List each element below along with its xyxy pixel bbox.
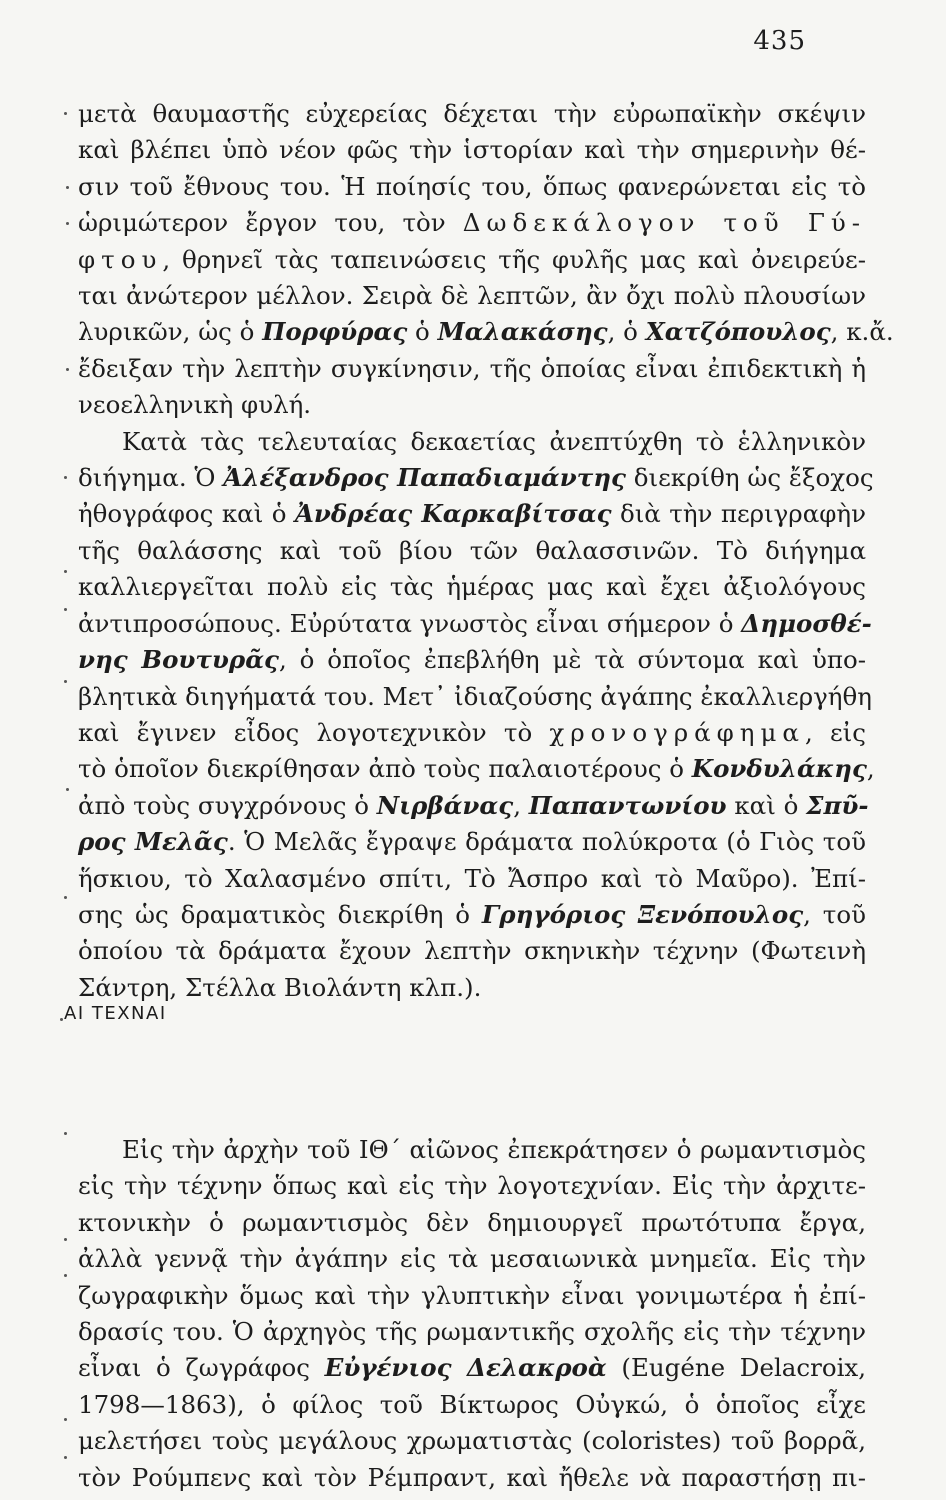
margin-dot [64, 608, 67, 611]
text-line: ζωγραφικὴν ὅμως καὶ τὴν γλυπτικὴν εἶναι γονιμωτέρα ἡ ἐπί- [78, 1280, 866, 1310]
page-number: 435 [753, 26, 806, 56]
text-line: δρασίς του. Ὁ ἀρχηγὸς τῆς ρωμαντικῆς σχολῆς εἰς τὴν τέχνην [78, 1317, 866, 1347]
margin-dot [64, 1418, 67, 1421]
text-line: ρος Μελᾶς. Ὁ Μελᾶς ἔγραψε δράματα πολύκροτα (ὁ Γιὸς τοῦ [78, 827, 866, 857]
text-line: τῆς θαλάσσης καὶ τοῦ βίου τῶν θαλασσινῶν. Τὸ διήγημα [78, 535, 866, 565]
author-name: Μαλακάσης [437, 317, 608, 347]
text-line: ἀπὸ τοὺς συγχρόνους ὁ Νιρβάνας, Παπαντωνίου καὶ ὁ Σπῦ- [78, 790, 869, 820]
text-line: Σάντρη, Στέλλα Βιολάντη κλπ.). [78, 972, 482, 1002]
text-line: καὶ βλέπει ὑπὸ νέον φῶς τὴν ἱστορίαν καὶ τὴν σημερινὴν θέ- [78, 135, 866, 165]
text-line: φτου, θρηνεῖ τὰς ταπεινώσεις τῆς φυλῆς μας καὶ ὀνειρεύε- [78, 244, 866, 274]
author-name: Πορφύρας [262, 317, 408, 347]
text-line: ὡριμώτερον ἔργον του, τὸν Δωδεκάλογον τοῦ Γύ- [78, 208, 866, 238]
margin-dot [64, 570, 67, 573]
margin-dot [64, 1456, 67, 1459]
text-line: ἥσκιου, τὸ Χαλασμένο σπίτι, Τὸ Ἄσπρο καὶ τὸ Μαῦρο). Ἐπί- [78, 863, 866, 893]
author-name: Ἀνδρέας Καρκαβίτσας [294, 499, 612, 529]
text-line: εἶναι ὁ ζωγράφος Εὐγένιος Δελακροὰ (Eugéne Delacroix, [78, 1353, 867, 1383]
author-name: Δημοσθέ- [741, 608, 872, 638]
text-line: λυρικῶν, ὡς ὁ Πορφύρας ὁ Μαλακάσης, ὁ Χατζόπουλος, κ.ἄ. [78, 317, 894, 347]
text-line: βλητικὰ διηγήματά του. Μετ᾽ ἰδιαζούσης ἀγάπης ἐκαλλιεργήθη [78, 681, 872, 711]
text-line: νης Βουτυρᾶς, ὁ ὁποῖος ἐπεβλήθη μὲ τὰ σύντομα καὶ ὑπο- [78, 645, 867, 675]
text-line: ται ἀνώτερον μέλλον. Σειρὰ δὲ λεπτῶν, ἂν ὄχι πολὺ πλουσίων [78, 281, 866, 311]
author-name: Σπῦ- [806, 790, 869, 820]
author-name: νης Βουτυρᾶς [78, 645, 279, 675]
text-line: Κατὰ τὰς τελευταίας δεκαετίας ἀνεπτύχθη τὸ ἑλληνικὸν [122, 426, 866, 456]
body-text-top [78, 96, 894, 1006]
text-line: Εἰς τὴν ἀρχὴν τοῦ ΙΘ´ αἰῶνος ἐπεκράτησεν ὁ ρωμαντισμὸς [122, 1135, 866, 1164]
author-name: Χατζόπουλος [645, 317, 831, 347]
margin-dot [60, 1018, 63, 1021]
margin-dot [66, 186, 69, 189]
text-line: μελετήσει τοὺς μεγάλους χρωματιστὰς (coloristes) τοῦ βορρᾶ, [78, 1426, 866, 1456]
text-line: ἔδειξαν τὴν λεπτὴν συγκίνησιν, τῆς ὁποίας εἶναι ἐπιδεκτικὴ ἡ [78, 353, 866, 383]
margin-dot [64, 1238, 67, 1241]
body-text-bottom [78, 1132, 866, 1496]
margin-dot [64, 1274, 67, 1277]
text-line: καὶ ἔγινεν εἶδος λογοτεχνικὸν τὸ χρονογράφημα, εἰς [78, 717, 866, 747]
author-name: ρος Μελᾶς [78, 827, 228, 857]
author-name: Κονδυλάκης [691, 754, 867, 784]
text-line: μετὰ θαυμαστῆς εὐχερείας δέχεται τὴν εὐρωπαϊκὴν σκέψιν [78, 99, 866, 128]
spaced-title: Δωδεκάλογον τοῦ Γύ- [462, 208, 866, 238]
text-line: τὸ ὁποῖον διεκρίθησαν ἀπὸ τοὺς παλαιοτέρους ὁ Κονδυλάκης, [78, 754, 875, 784]
section-heading: ΑΙ ΤΕΧΝΑΙ [64, 1003, 167, 1024]
margin-dot [64, 112, 67, 115]
margin-dot [66, 788, 69, 791]
text-line: τὸν Ρούμπενς καὶ τὸν Ρέμπραντ, καὶ ἤθελε νὰ παραστήσῃ πι- [78, 1462, 866, 1492]
text-line: ἀντιπροσώπους. Εὐρύτατα γνωστὸς εἶναι σήμερον ὁ Δημοσθέ- [78, 608, 872, 638]
margin-dot [64, 896, 67, 899]
text-line: καλλιεργεῖται πολὺ εἰς τὰς ἡμέρας μας καὶ ἔχει ἀξιολόγους [78, 572, 866, 602]
author-name: Ἀλέξανδρος Παπαδιαμάντης [223, 463, 626, 493]
author-name: Γρηγόριος Ξενόπουλος [481, 899, 804, 929]
text-line: σιν τοῦ ἔθνους του. Ἡ ποίησίς του, ὅπως φανερώνεται εἰς τὸ [78, 171, 866, 201]
spaced-title: φτου [78, 244, 163, 274]
author-name: Παπαντωνίου [528, 790, 727, 820]
spaced-term: χρονογράφημα [549, 717, 805, 747]
margin-dot [66, 368, 69, 371]
text-line: ἠθογράφος καὶ ὁ Ἀνδρέας Καρκαβίτσας διὰ τὴν περιγραφὴν [78, 499, 866, 529]
text-line: ἀλλὰ γεννᾷ τὴν ἀγάπην εἰς τὰ μεσαιωνικὰ μνημεῖα. Εἰς τὴν [78, 1244, 866, 1274]
margin-dot [64, 680, 67, 683]
text-line: διήγημα. Ὁ Ἀλέξανδρος Παπαδιαμάντης διεκρίθη ὡς ἔξοχος [78, 463, 874, 493]
margin-dot [64, 476, 67, 479]
text-line: ὁποίου τὰ δράματα ἔχουν λεπτὴν σκηνικὴν τέχνην (Φωτεινὴ [78, 936, 866, 966]
text-line: σης ὡς δραματικὸς διεκρίθη ὁ Γρηγόριος Ξενόπουλος, τοῦ [78, 899, 866, 929]
text-line: νεοελληνικὴ φυλή. [78, 390, 312, 420]
text-line: κτονικὴν ὁ ρωμαντισμὸς δὲν δημιουργεῖ πρωτότυπα ἔργα, [78, 1207, 866, 1237]
text-line: 1798—1863), ὁ φίλος τοῦ Βίκτωρος Οὐγκώ, ὁ ὁποῖος εἶχε [78, 1389, 866, 1419]
margin-dot [66, 222, 69, 225]
author-name: Εὐγένιος Δελακροὰ [324, 1353, 607, 1383]
margin-dot [64, 1132, 67, 1135]
author-name: Νιρβάνας [376, 790, 514, 820]
text-line: εἰς τὴν τέχνην ὅπως καὶ εἰς τὴν λογοτεχνίαν. Εἰς τὴν ἀρχιτε- [78, 1171, 866, 1201]
